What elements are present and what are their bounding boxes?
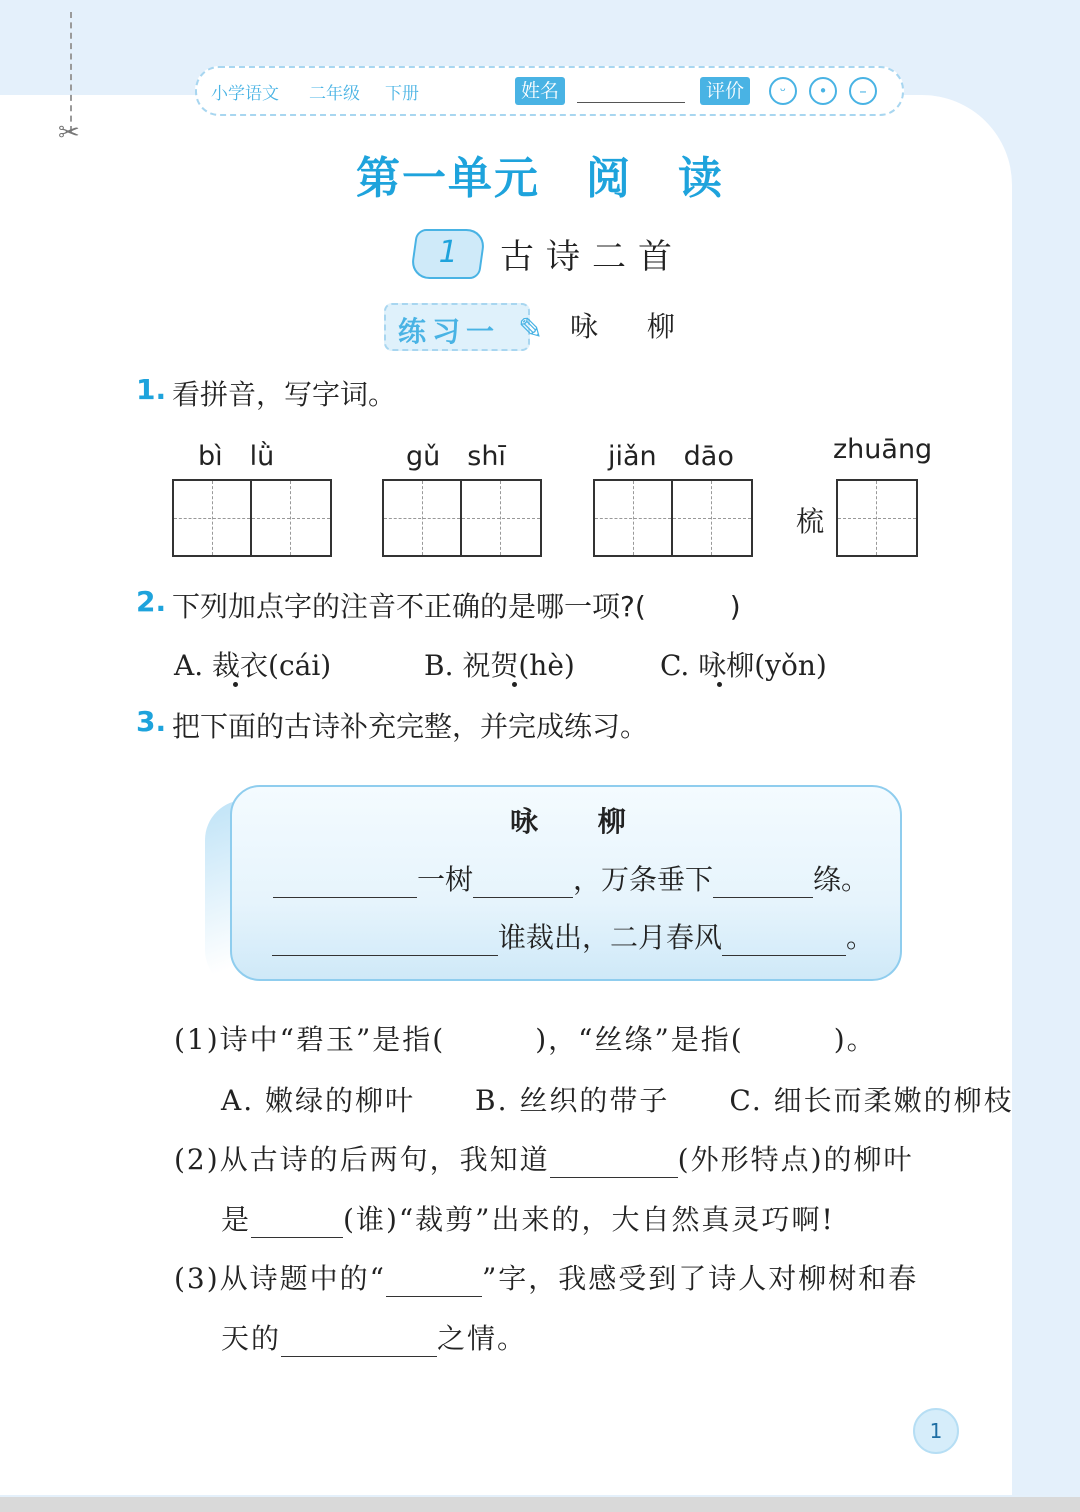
poem-title: 咏 柳: [510, 805, 626, 838]
subquestion-text: 天的: [221, 1322, 282, 1355]
poem-blank[interactable]: [473, 871, 573, 898]
subquestion-text: ”字，我感受到了诗人对柳树和春: [481, 1262, 919, 1295]
lesson-number: 1: [438, 235, 458, 270]
poem-text: 谁裁出，二月春风: [498, 921, 723, 954]
subquestion-text: (谁)“裁剪”出来的，大自然真灵巧啊!: [343, 1203, 835, 1236]
question-3-number: 3.: [136, 705, 167, 738]
subquestion-2-line-2: [221, 1198, 835, 1238]
subquestion-text: 之情。: [437, 1322, 528, 1355]
header-bar: [195, 66, 904, 116]
practice-label: 练习一: [398, 315, 501, 348]
page-number: 1: [913, 1408, 959, 1454]
poem-text: ，万条垂下: [573, 863, 714, 896]
writing-grid-3[interactable]: [593, 479, 753, 557]
name-label: 姓名: [515, 77, 565, 105]
bottom-strip: [0, 1497, 1080, 1512]
option-b[interactable]: B. 祝贺(hè): [424, 649, 575, 682]
subquestion-text: (2)从古诗的后两句，我知道: [174, 1143, 550, 1176]
poem-line-1: [273, 858, 869, 898]
question-1-text: 看拼音，写字词。: [172, 378, 397, 411]
subquestion-1: (1)诗中“碧玉”是指( )，“丝绦”是指( )。: [174, 1023, 877, 1056]
grade-label: 二年级: [309, 84, 360, 104]
pinyin-3: jiǎn dāo: [608, 441, 734, 472]
pinyin-2: gǔ shī: [406, 441, 506, 472]
poem-text: 一树: [417, 863, 474, 896]
question-3-text: 把下面的古诗补充完整，并完成练习。: [172, 710, 649, 743]
cut-line: [70, 12, 72, 132]
subquestion-1-options[interactable]: A. 嫩绿的柳叶 B. 丝织的带子 C. 细长而柔嫩的柳枝: [221, 1084, 1014, 1117]
subquestion-2-line-1: [174, 1138, 914, 1178]
poem-blank[interactable]: [272, 929, 498, 956]
pinyin-1: bì lǜ: [198, 441, 275, 472]
subquestion-3-line-1: [174, 1257, 918, 1297]
question-2-number: 2.: [136, 585, 167, 618]
answer-blank[interactable]: [251, 1211, 343, 1238]
question-1-number: 1.: [136, 373, 167, 406]
writing-grid-1[interactable]: [172, 479, 332, 557]
writing-grid-2[interactable]: [382, 479, 542, 557]
lesson-title: 古诗二首: [500, 237, 684, 277]
emphasis-dot: [233, 682, 238, 687]
flat-face-icon[interactable]: –: [849, 77, 877, 105]
lesson-number-badge: [409, 229, 486, 279]
writing-grid-4[interactable]: [836, 479, 918, 557]
smile-face-icon[interactable]: ᵕ: [769, 77, 797, 105]
poem-blank[interactable]: [722, 929, 846, 956]
neutral-face-icon[interactable]: •: [809, 77, 837, 105]
subquestion-3-line-2: [221, 1317, 527, 1357]
scissors-icon: ✂: [58, 118, 80, 148]
question-2-text: 下列加点字的注音不正确的是哪一项?( ): [172, 590, 741, 623]
poem-text: 。: [846, 921, 875, 954]
poem-line-2: [272, 916, 874, 956]
subquestion-text: (3)从诗题中的“: [174, 1262, 386, 1295]
name-field[interactable]: [577, 102, 685, 103]
prefix-character: 梳: [796, 505, 825, 538]
practice-title: 咏 柳: [570, 310, 675, 343]
poem-blank[interactable]: [273, 871, 417, 898]
practice-tag: [384, 303, 530, 351]
evaluation-label: 评价: [700, 77, 750, 105]
option-a[interactable]: A. 裁衣(cái): [174, 649, 332, 682]
pencil-icon: ✎: [518, 312, 544, 347]
option-c[interactable]: C. 咏柳(yǒn): [660, 649, 827, 682]
pinyin-4: zhuāng: [833, 434, 933, 465]
poem-text: 绦。: [813, 863, 870, 896]
unit-title: 第一单元 阅 读: [356, 153, 724, 204]
subject-label: 小学语文: [211, 84, 279, 104]
subquestion-text: (外形特点)的柳叶: [677, 1143, 914, 1176]
answer-blank[interactable]: [550, 1151, 678, 1178]
answer-blank[interactable]: [386, 1270, 482, 1297]
subquestion-text: 是: [221, 1203, 252, 1236]
emphasis-dot: [512, 682, 517, 687]
poem-blank[interactable]: [713, 871, 813, 898]
volume-label: 下册: [385, 84, 419, 104]
answer-blank[interactable]: [281, 1330, 437, 1357]
emphasis-dot: [717, 682, 722, 687]
